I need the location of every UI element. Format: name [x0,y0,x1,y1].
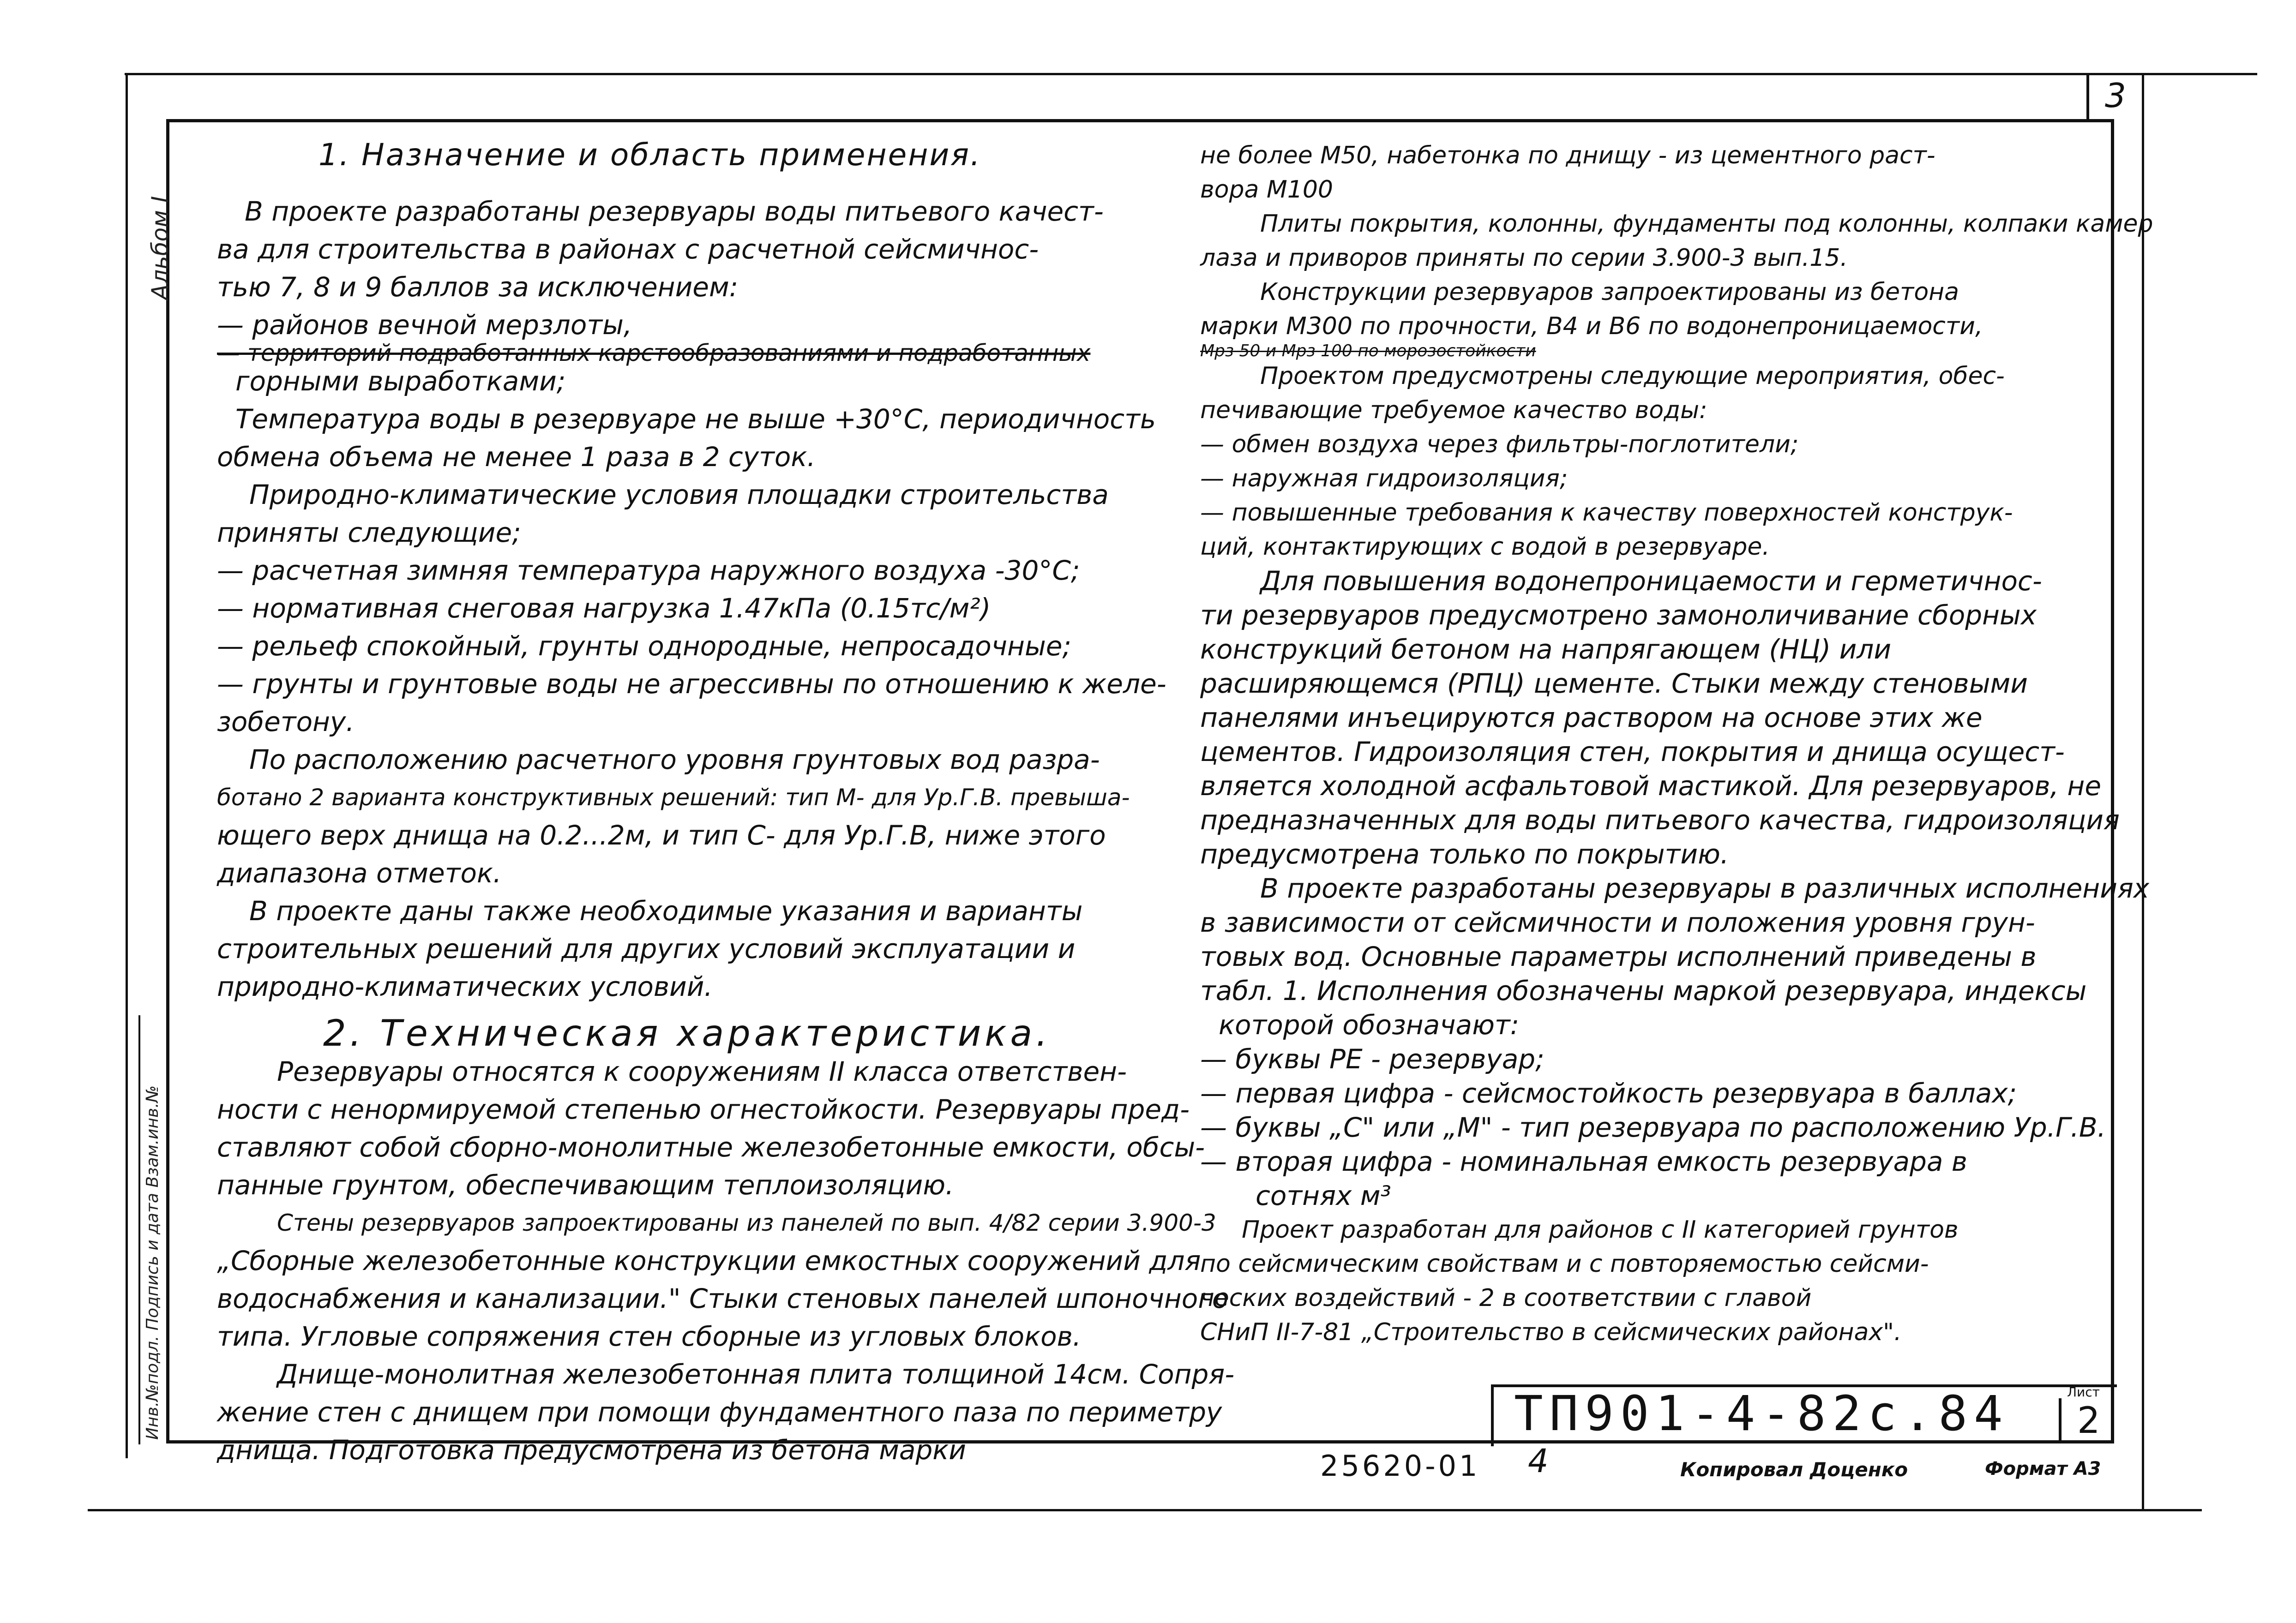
left-line: Днище-монолитная железобетонная плита толщиной 14см. Сопря- [277,1359,1235,1390]
right-line: — первая цифра - сейсмостойкость резервуара в баллах; [1200,1078,2017,1109]
right-line: ческих воздействий - 2 в соответствии с главой [1200,1284,1812,1312]
right-line: В проекте разработаны резервуары в различных исполнениях [1260,873,2150,904]
left-line: — грунты и грунтовые воды не агрессивны по отношению к желе- [217,668,1166,700]
left-line: По расположению расчетного уровня грунтовых вод разра- [249,744,1100,775]
left-trim-line [126,74,128,1458]
struck-line: — территорий подработанных карстообразованиями и подработанных [217,340,1091,366]
right-line: Проектом предусмотрены следующие мероприятия, обес- [1260,362,2005,390]
left-line: приняты следующие; [217,517,521,548]
right-line: цементов. Гидроизоляция стен, покрытия и днища осущест- [1200,736,2065,767]
left-line: ности с ненормируемой степенью огнестойкости. Резервуары пред- [217,1094,1190,1125]
margin-caption: Инв.№подл. Подпись и дата Взам.инв.№ [143,1085,162,1440]
right-line: — наружная гидроизоляция; [1200,465,1568,492]
left-line: диапазона отметок. [217,857,502,889]
right-line: Для повышения водонепроницаемости и герметичнос- [1260,565,2042,597]
right-line: лаза и приворов приняты по серии 3.900-3 вып.15. [1200,244,1848,272]
right-line: вляется холодной асфальтовой мастикой. Для резервуаров, не [1200,770,2102,802]
left-line: днища. Подготовка предусмотрена из бетона марки [217,1434,966,1466]
left-line: — расчетная зимняя температура наружного воздуха -30°С; [217,555,1080,586]
right-line: предназначенных для воды питьевого качества, гидроизоляция [1200,804,2120,836]
left-line: Температура воды в резервуаре не выше +30°С, периодичность [235,403,1156,435]
sheet-label: Лист [2067,1384,2100,1400]
right-line: СНиП II-7-81 „Строительство в сейсмических районах". [1200,1318,1902,1346]
page-number: 3 [2105,76,2126,115]
right-line: — повышенные требования к качеству поверхностей конструк- [1200,499,2013,527]
right-line: Плиты покрытия, колонны, фундаменты под колонны, колпаки камер [1260,210,2153,238]
left-line: зобетону. [217,706,355,737]
right-line: вора М100 [1200,176,1333,204]
left-line: тью 7, 8 и 9 баллов за исключением: [217,271,739,303]
album-label: Альбом I [147,196,174,300]
left-line: В проекте разработаны резервуары воды питьевого качест- [245,196,1104,227]
page-index: 4 [1528,1442,1549,1480]
right-line: по сейсмическим свойствам и с повторяемостью сейсми- [1200,1250,1929,1278]
left-line: „Сборные железобетонные конструкции емкостных сооружений для [217,1245,1201,1276]
left-line: природно-климатических условий. [217,971,713,1002]
document-code: ТП901-4-82с.84 [1514,1385,2009,1442]
section-2-heading: 2. Техническая характеристика. [323,1013,1052,1054]
right-line: конструкций бетоном на напрягающем (НЦ) или [1200,634,1892,665]
left-line: ставляют собой сборно-монолитные железобетонные емкости, обсы- [217,1132,1205,1163]
left-line: ботано 2 варианта конструктивных решений: тип М- для Ур.Г.В. превыша- [217,784,1130,811]
right-line: — буквы РЕ - резервуар; [1200,1043,1545,1075]
left-line: — районов вечной мерзлоты, [217,309,632,341]
right-line: ций, контактирующих с водой в резервуаре. [1200,533,1770,561]
left-line: обмена объема не менее 1 раза в 2 суток. [217,441,816,473]
right-line: в зависимости от сейсмичности и положения уровня грун- [1200,907,2035,938]
right-line: панелями инъецируются раствором на основе этих же [1200,702,1983,733]
left-line: горными выработками; [235,365,566,397]
right-line: сотнях м³ [1256,1180,1391,1211]
inventory-number: 25620-01 [1320,1449,1480,1483]
right-line: ти резервуаров предусмотрено замоноличивание сборных [1200,599,2037,631]
right-line: марки М300 по прочности, В4 и В6 по водонепроницаемости, [1200,312,1983,340]
right-line: печивающие требуемое качество воды: [1200,396,1707,424]
left-line: жение стен с днищем при помощи фундаментного паза по периметру [217,1396,1222,1428]
right-line: Проект разработан для районов с II категорией грунтов [1242,1216,1959,1244]
struck-line: Мрз 50 и Мрз 100 по морозостойкости [1200,341,1536,360]
right-line: которой обозначают: [1219,1009,1520,1041]
sheet-number: 2 [2077,1400,2100,1442]
right-column [1200,138,2153,1349]
right-line: — буквы „С" или „М" - тип резервуара по расположению Ур.Г.В. [1200,1112,2106,1143]
left-line: — рельеф спокойный, грунты однородные, непросадочные; [217,630,1071,662]
margin-strip-line [138,1015,140,1444]
left-line: строительных решений для других условий эксплуатации и [217,933,1076,964]
format-label: Формат А3 [1985,1458,2101,1479]
left-line: ва для строительства в районах с расчетной сейсмичнос- [217,234,1039,265]
left-line: водоснабжения и канализации." Стыки стеновых панелей шпоночного [217,1283,1229,1314]
top-trim-line [125,73,2257,75]
right-line: — обмен воздуха через фильтры-поглотители; [1200,431,1799,458]
right-line: товых вод. Основные параметры исполнений приведены в [1200,941,2037,972]
right-line: табл. 1. Исполнения обозначены маркой резервуара, индексы [1200,975,2087,1006]
left-line: типа. Угловые сопряжения стен сборные из угловых блоков. [217,1321,1082,1352]
section-1-heading: 1. Назначение и область применения. [319,137,981,173]
right-line: предусмотрена только по покрытию. [1200,838,1729,870]
left-column [217,136,1234,1469]
left-line: Стены резервуаров запроектированы из панелей по вып. 4/82 серии 3.900-3 [277,1210,1216,1236]
left-line: ющего верх днища на 0.2...2м, и тип С- для Ур.Г.В, ниже этого [217,820,1106,851]
right-line: не более М50, набетонка по днищу - из цементного раст- [1200,142,1935,169]
left-line: Природно-климатические условия площадки строительства [249,479,1109,510]
right-line: расширяющемся (РПЦ) цементе. Стыки между стеновыми [1200,668,2028,699]
right-line: — вторая цифра - номинальная емкость резервуара в [1200,1146,1967,1177]
right-line: Конструкции резервуаров запроектированы из бетона [1260,278,1959,306]
copied-by: Копировал Доценко [1680,1458,1908,1481]
bottom-trim-line [88,1509,2202,1511]
left-line: В проекте даны также необходимые указания и варианты [249,895,1083,927]
left-line: — нормативная снеговая нагрузка 1.47кПа (0.15тс/м²) [217,593,991,624]
left-line: Резервуары относятся к сооружениям II класса ответствен- [277,1056,1127,1087]
left-line: панные грунтом, обеспечивающим теплоизоляцию. [217,1169,954,1201]
